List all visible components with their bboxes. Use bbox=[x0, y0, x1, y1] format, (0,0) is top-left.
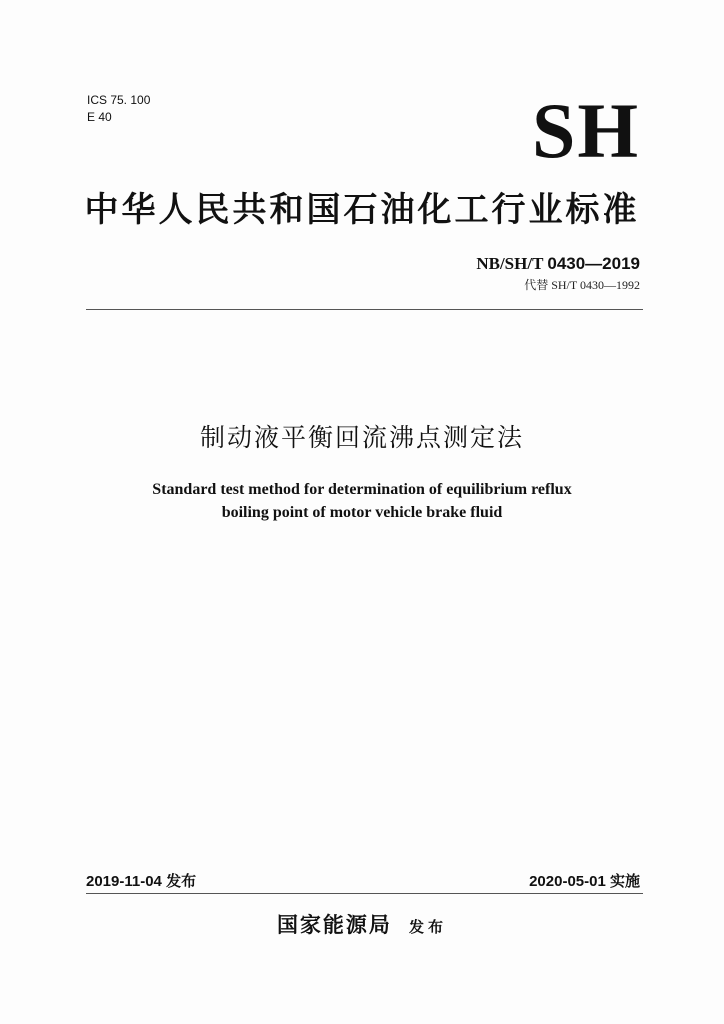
english-title-line-1: Standard test method for determination of equilibrium reflux bbox=[152, 481, 572, 498]
issue-date: 2019-11-04 发布 bbox=[86, 873, 197, 890]
industry-standard-title: 中华人民共和国石油化工行业标准 bbox=[84, 190, 640, 230]
implementation-date: 2020-05-01 实施 bbox=[529, 873, 640, 890]
ccs-code: E 40 bbox=[87, 110, 112, 124]
standard-code: 0430—2019 bbox=[547, 254, 640, 273]
document-title-english bbox=[0, 478, 724, 524]
replaces-standard: 代替 SH/T 0430—1992 bbox=[524, 278, 640, 292]
publisher-line bbox=[0, 910, 724, 942]
standard-prefix: NB/SH/T bbox=[476, 254, 544, 273]
bottom-divider bbox=[86, 893, 643, 894]
classification-codes bbox=[87, 92, 150, 126]
sh-logo: SH bbox=[531, 87, 640, 174]
publisher-name: 国家能源局 bbox=[276, 913, 392, 937]
english-title-line-2: boiling point of motor vehicle brake fluid bbox=[221, 504, 503, 521]
publisher-action: 发布 bbox=[409, 918, 448, 936]
ics-code: ICS 75. 100 bbox=[87, 93, 151, 107]
top-divider bbox=[86, 309, 643, 310]
standard-number bbox=[476, 253, 640, 275]
document-title-chinese: 制动液平衡回流沸点测定法 bbox=[199, 423, 524, 452]
